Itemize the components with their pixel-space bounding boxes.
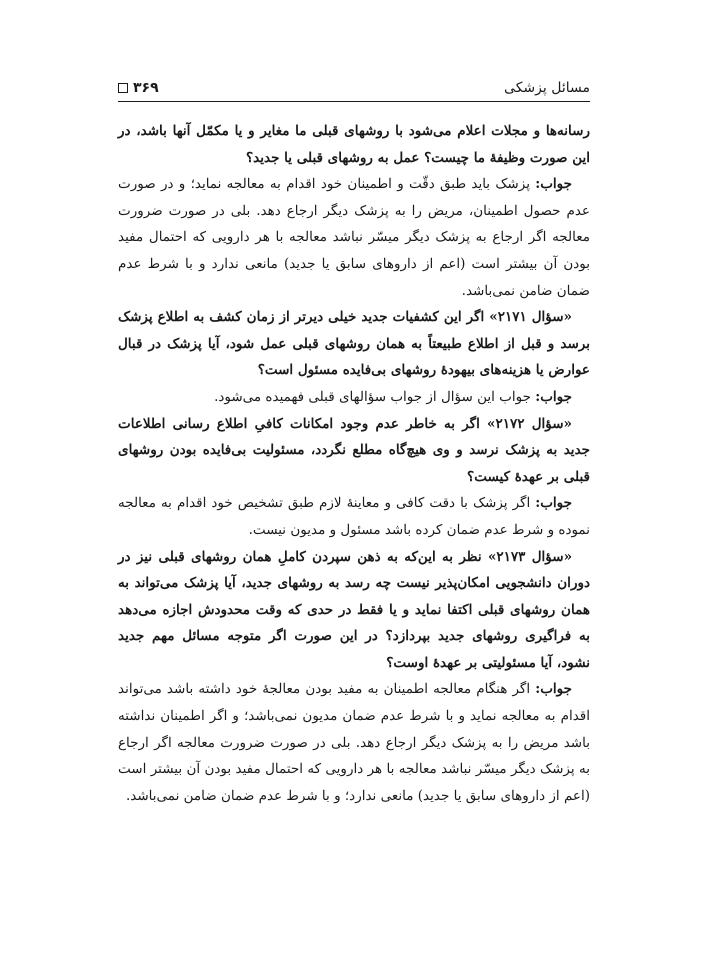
header-divider [118,101,590,102]
answer-text: اگر هنگام معالجه اطمینان به مفید بودن معالجهٔ خود داشته باشد می‌تواند اقدام به معالجه نماید و با شرط عدم ضمان مدیون نمی‌باشد؛ و اگر اطمینان نداشته باشد مریض را به پزشک دیگر ارجاع دهد. بلی در صورت ضرورت معالجه اگر ارجاع به پزشک دیگر میسّر نباشد معالجه با هر دارویی که احتمال مفید بودن آن بیشتر است (اعم از داروهای سابق یا جدید) مانعی ندارد؛ و با شرط عدم ضمان ضامن نمی‌باشد. [118,681,590,804]
answer-text: جواب این سؤال از جواب سؤالهای قبلی فهمیده می‌شود. [214,388,536,405]
question-number: «سؤال ۲۱۷۳» [487,548,573,565]
answer-text: پزشک باید طبق دقّت و اطمینان خود اقدام به معالجه نماید؛ و در صورت عدم حصول اطمینان، مریض را به پزشک دیگر ارجاع دهد. بلی در صورت ضرورت معالجه اگر ارجاع به پزشک دیگر میسّر نباشد معالجه با هر دارویی که احتمال مفید بودن آن بیشتر است (اعم از داروهای سابق یا جدید) مانعی ندارد و با شرط عدم ضمان ضامن نمی‌باشد. [118,176,590,299]
answer-paragraph [118,676,590,809]
question-2171 [118,304,590,384]
answer-paragraph [118,171,590,304]
question-2173 [118,544,590,677]
question-number: «سؤال ۲۱۷۲» [487,415,572,432]
answer-label: جواب: [535,388,572,405]
question-text: نظر به این‌که به ذهن سپردن کاملِ همان روشهای قبلی نیز در دوران دانشجویی امکان‌پذیر نیست چه رسد به روشهای جدید، آیا پزشک می‌تواند به همان روشهای قبلی اکتفا نماید و یا فقط در حدی که وقت محدودش اجازه می‌دهد به فراگیری روشهای جدید بپردازد؟ در این صورت اگر متوجه مسائل مهم جدید نشود، آیا مسئولیتی بر عهدهٔ اوست؟ [118,548,590,671]
page-header [118,74,590,102]
answer-label: جواب: [535,176,572,193]
answer-label: جواب: [535,681,572,698]
answer-paragraph [118,384,590,411]
answer-text: اگر پزشک با دقت کافی و معاینهٔ لازم طبق تشخیص خود اقدام به معالجه نموده و شرط عدم ضمان کرده باشد مسئول و مدیون نیست. [118,495,590,538]
page-number-text: ۳۶۹ [133,80,159,96]
question-text: رسانه‌ها و مجلات اعلام می‌شود با روشهای قبلی ما مغایر و یا مکمّل آنها باشد، در این صورت وظیفهٔ ما چیست؟ عمل به روشهای قبلی یا جدید؟ [118,123,590,166]
question-number: «سؤال ۲۱۷۱» [489,309,572,326]
answer-paragraph [118,490,590,543]
question-continued [118,118,590,171]
page-number [118,80,159,96]
square-bullet-icon [118,83,128,93]
question-2172 [118,411,590,491]
body-text [118,118,590,809]
answer-label: جواب: [535,495,572,512]
running-title: مسائل پزشکی [504,80,590,96]
question-text: اگر به خاطر عدم وجود امکانات کافیِ اطلاع رسانی اطلاعات جدید به پزشک نرسد و وی هیچ‌گاه مطلع نگردد، مسئولیت بی‌فایده بودن روشهای قبلی بر عهدهٔ کیست؟ [118,415,590,485]
question-text: اگر این کشفیات جدید خیلی دیرتر از زمان کشف به اطلاع پزشک برسد و قبل از اطلاع طبیعتاً به همان روشهای قبلی عمل شود، آیا پزشک در قبال عوارض یا هزینه‌های بیهودهٔ روشهای بی‌فایده مسئول است؟ [118,309,590,379]
